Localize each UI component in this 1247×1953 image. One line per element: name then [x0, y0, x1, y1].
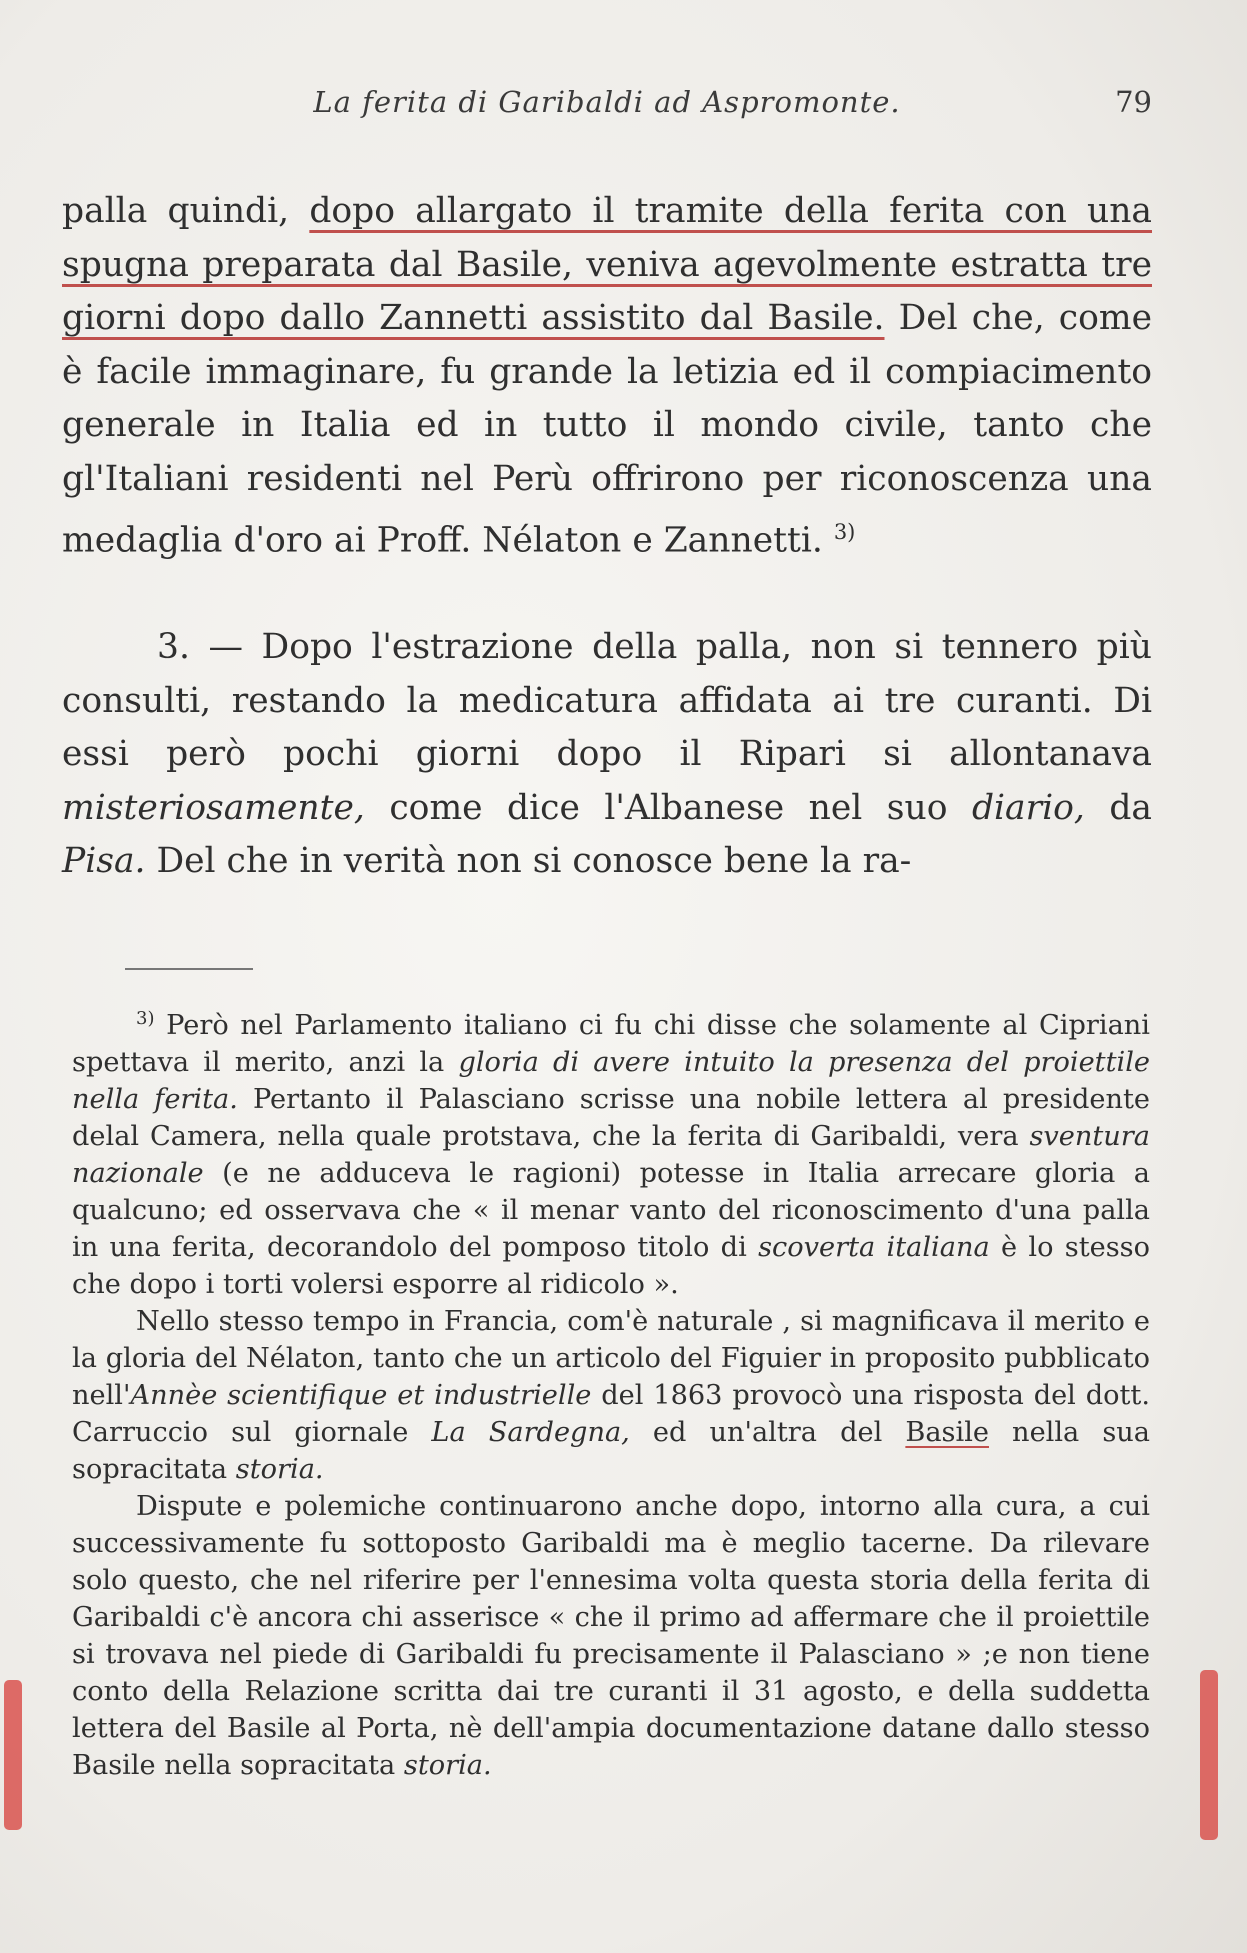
footnote-separator: [125, 968, 253, 970]
text-span: Però nel Parlamento italiano ci fu chi disse che solamente al Cipriani spettava il merito, anzi la: [72, 1010, 1150, 1079]
text-span: Pertanto il Palasciano scrisse una nobile lettera al presidente delal Camera, nella quale protstava, che la ferita di Garibaldi, vera: [72, 1084, 1150, 1153]
italic-span: storia.: [403, 1750, 492, 1782]
footnote-mark: 3): [136, 1008, 155, 1029]
italic-span: gloria di avere intuito la presenza del proiettile nella ferita.: [72, 1047, 1150, 1116]
italic-span: Pisa.: [62, 841, 146, 881]
text-span: del 1863 provocò una risposta del dott. Carruccio sul giornale: [72, 1380, 1151, 1449]
running-title: La ferita di Garibaldi ad Aspromonte.: [313, 85, 901, 119]
text-span: da: [1084, 787, 1152, 828]
red-underlined-passage: dopo allargato il tramite della ferita con una spugna preparata dal Basile, veniva agevolmente estratta tre giorni dopo dallo Zannetti assistito dal Basile.: [62, 191, 1152, 338]
text-span: (e ne adduceva le ragioni) potesse in Italia arrecare gloria a qualcuno; ed osservava che « il menar vanto del riconoscimento d'una palla in una ferita, decorandolo del pomposo titolo di: [72, 1158, 1150, 1264]
red-underlined-word: Basile: [905, 1417, 989, 1449]
italic-span: storia.: [235, 1454, 324, 1486]
paragraph-2: [62, 621, 1152, 889]
footnote-3: [72, 1000, 1150, 1303]
footnote-paragraph-3: [72, 1488, 1150, 1784]
text-span: Del che, come è facile immaginare, fu grande la letizia ed il compiacimento generale in Italia ed in tutto il mondo civile, tanto che gl'Italiani residenti nel Perù offrirono per riconoscenza una medaglia d'oro ai Proff. Nélaton e Zannetti.: [62, 298, 1152, 561]
italic-span: scoverta italiana: [758, 1232, 990, 1264]
text-span: Dispute e polemiche continuarono anche dopo, intorno alla cura, a cui successivamente fu sottoposto Garibaldi ma è meglio tacerne. Da rilevare solo questo, che nel riferire per l'ennesima volta questa storia della ferita di Garibaldi c'è ancora chi asserisce « che il primo ad affermare che il proiettile si trovava nel piede di Garibaldi fu precisamente il Palasciano » ;e non tiene conto della Relazione scritta dai tre curanti il 31 agosto, e della suddetta lettera del Basile al Porta, nè dell'ampia documentazione datane dallo stesso Basile nella sopracitata: [72, 1491, 1150, 1782]
italic-span: diario,: [971, 787, 1085, 828]
page-header: [62, 85, 1152, 135]
footnote-paragraph-2: [72, 1303, 1150, 1488]
italic-span: Annèe scientifique et industrielle: [130, 1380, 592, 1412]
right-margin-red-marker: [1200, 1670, 1218, 1840]
italic-span: La Sardegna,: [431, 1417, 630, 1449]
text-span: palla quindi,: [62, 191, 310, 231]
text-span: nella sua sopracitata: [72, 1417, 1151, 1486]
text-span: è lo stesso che dopo i torti volersi esporre al ridicolo ».: [72, 1232, 1150, 1301]
text-span: come dice l'Albanese nel suo: [364, 787, 972, 828]
paragraph-1: [62, 185, 1152, 568]
main-text: [62, 185, 1152, 889]
italic-span: sventura nazionale: [72, 1121, 1150, 1190]
text-span: Nello stesso tempo in Francia, com'è naturale , si magnificava il merito e la gloria del Nélaton, tanto che un articolo del Figuier in proposito pubblicato nell': [72, 1306, 1150, 1412]
left-margin-red-marker: [4, 1680, 22, 1830]
footnote-reference: 3): [833, 520, 856, 544]
italic-span: misteriosamente,: [62, 787, 365, 828]
text-span: ed un'altra del: [629, 1417, 906, 1449]
text-span: Del che in verità non si conosce bene la ra-: [145, 841, 912, 881]
page-number: 79: [1115, 85, 1152, 119]
text-span: 3. — Dopo l'estrazione della palla, non si tennero più consulti, restando la medicatura affidata ai tre curanti. Di essi però pochi giorni dopo il Ripari si allontanava: [62, 627, 1152, 774]
footnotes: [72, 1000, 1150, 1784]
